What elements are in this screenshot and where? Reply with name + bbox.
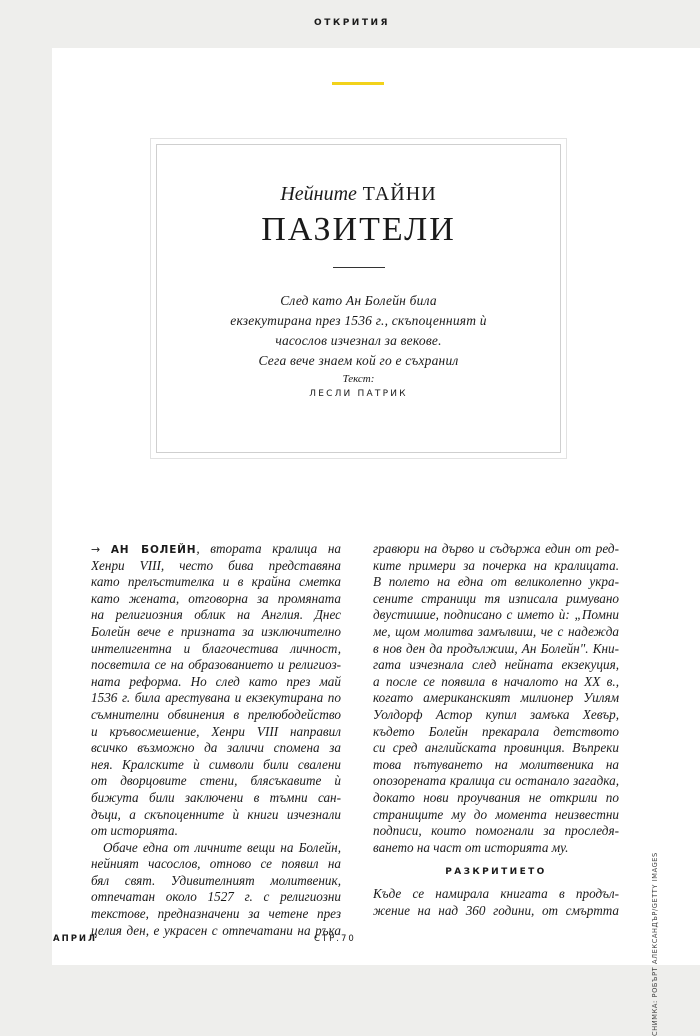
article-column-1: [91, 541, 341, 939]
body-line: сените страници тя изписала римувано: [373, 590, 619, 606]
body-line: ме, щом молитва замълвиш, че с надежда: [373, 623, 619, 639]
body-line: В полето на една от великолепно укра-: [373, 574, 619, 590]
section-underline: [332, 82, 384, 85]
body-line: когато американският милионер Уилям: [373, 690, 619, 706]
deck-line: екзекутирана през 1536 г., скъпоценният ѝ: [230, 313, 487, 328]
body-line: подписи, които помогнали за проследя-: [373, 823, 619, 839]
body-line: посветила се на образованието и религиоз-: [91, 657, 341, 673]
body-line: бижута били заключени в тъмни сан-: [91, 789, 341, 805]
body-line: [91, 840, 341, 857]
article-title: ПАЗИТЕЛИ: [261, 211, 456, 248]
body-line: [91, 541, 341, 558]
deck-line: часослов изчезнал за векове.: [275, 333, 442, 348]
body-line: нея. Кралските ѝ символи били свалени: [91, 756, 341, 772]
body-line: ната реформа. Но след като през май: [91, 673, 341, 689]
body-line: на религиозния облик на Англия. Днес: [91, 607, 341, 623]
body-line: това пътуването на молитвеника на: [373, 756, 619, 772]
footer-page-number: СТР.70: [314, 934, 356, 944]
arrow-icon: →: [91, 543, 101, 556]
body-line: двустишие, подписано с името ѝ: „Помни: [373, 607, 619, 623]
title-rule: [333, 267, 385, 268]
title-frame: [156, 144, 561, 453]
article-column-2: [373, 541, 619, 919]
body-line: ките примери за почерка на кралицата.: [373, 557, 619, 573]
body-line: Къде се намирала книгата в продъл-: [373, 886, 619, 902]
body-line: нейният часослов, отново се появил на: [91, 856, 341, 872]
body-line: отпечатан около 1527 г. с религиозни: [91, 889, 341, 905]
body-line-text: Обаче една от личните вещи на Болейн,: [103, 839, 341, 855]
body-line: от историята.: [91, 823, 178, 839]
body-line: гата изчезнала след нейната екзекуция,: [373, 657, 619, 673]
kicker-italic: Нейните: [280, 183, 357, 205]
body-line: съмнителни обвинения в прелюбодейство: [91, 706, 341, 722]
body-line: където Болейн прекарала детството: [373, 723, 619, 739]
body-line: а после се появила в началото на XX в.,: [373, 673, 619, 689]
body-line: като прелъстителка и в крайна сметка: [91, 574, 341, 590]
body-line: текстове, предназначени за четене през: [91, 906, 341, 922]
section-subhead: РАЗКРИТИЕТО: [445, 867, 547, 878]
body-line: целия ден, е украсен с отпечатани на ръка: [91, 922, 341, 938]
body-line: от дворцовите стени, блясъкавите ѝ: [91, 773, 341, 789]
lead-text: , втората кралица на: [196, 541, 341, 556]
body-line: бял свят. Удивителният молитвеник,: [91, 872, 341, 888]
body-line: си сред английската провинция. Въпреки: [373, 740, 619, 756]
body-line: ването на част от историята му.: [373, 839, 569, 855]
body-line: гравюри на дърво и съдържа един от ред-: [373, 541, 619, 556]
article-deck: [157, 291, 560, 371]
kicker: [157, 183, 560, 206]
body-line: опозорената кралица си останало загадка,: [373, 773, 619, 789]
footer-month: АПРИЛ: [53, 934, 98, 944]
section-label: ОТКРИТИЯ: [314, 18, 390, 28]
photo-credit: СНИМКА: РОБЪРТ АЛЕКСАНДЪР/GETTY IMAGES: [651, 852, 659, 1036]
body-line: страниците му до момента неизвестни: [373, 806, 619, 822]
deck-line: След като Ан Болейн била: [280, 293, 437, 308]
byline-name: ЛЕСЛИ ПАТРИК: [309, 389, 408, 399]
body-line: като жената, отговорна за промяната: [91, 590, 341, 606]
body-line: интелигентна и благочестива личност,: [91, 640, 341, 656]
body-line: докато нови проучвания не открили по: [373, 789, 619, 805]
body-line: и кръвосмешение, Хенри VIII направил: [91, 723, 341, 739]
body-line: дъци, а скъпоценните ѝ книги изчезнали: [91, 806, 341, 822]
body-line: Уолдорф Астор купил замъка Хевър,: [373, 706, 619, 722]
lead-name: АН БОЛЕЙН: [110, 544, 197, 556]
body-line: Хенри VIII, често бива представяна: [91, 557, 341, 573]
body-line: жение на над 360 години, от смъртта: [373, 902, 619, 918]
byline-label: Текст:: [342, 373, 375, 385]
kicker-caps: ТАЙНИ: [362, 183, 437, 205]
body-line: всичко възможно да заличи спомена за: [91, 740, 341, 756]
deck-line: Сега вече знаем кой го е съхранил: [258, 353, 459, 368]
body-line: Болейн вече е призната за изключително: [91, 623, 341, 639]
body-line: 1536 г. била арестувана и екзекутирана по: [91, 690, 341, 706]
body-line: в нов ден да продължиш, Ан Болейн". Кни-: [373, 640, 619, 656]
